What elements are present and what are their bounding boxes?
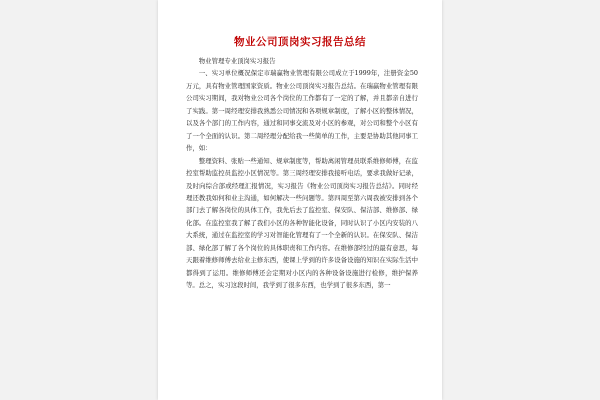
document-page [158,0,442,400]
paragraph-2: 整理资料、张贴一些通知、规章制度等，帮助离闲管理员联系维修师傅，在监控室帮助监控员监控小区情况等。第三周经理安排我接听电话，要求我做好记录，及时向综合部或经理汇报情况，实习报告《物业公司顶岗实习报告总结》。同时经理还教我如何和业主沟通，如何解决一些问题等。第四周至第六周我被安排到各个部门去了解各岗位的具体工作，我先后去了监控室、保安队、保洁部、维修部、绿化部。在监控室我了解了我们小区的各种智能化设备，同时认识了小区内安装的八大系统，通过在监控室的学习对智能化管理有了一个全新的认识。在保安队、保洁部、绿化部了解了各个岗位的具体职责和工作内容。在维修部经过的最有意思，每天跟着维修师傅去给业主修东西，使课上学到的许多设备设施的知识在实际生活中都得到了运用。维修师傅还会定期对小区内的各种设备设施进行检修，维护保养等。总之，实习这段时间，我学到了很多东西，也学到了很多东西，第一 [186,156,418,290]
document-title: 物业公司顶岗实习报告总结 [234,36,366,48]
document-body [186,55,418,292]
document-subtitle: 物业管理专业顶岗实习报告 [198,57,276,65]
paragraph-1: 一、实习单位概况保定市瑞赢物业管理有限公司成立于1999年，注册资金50万元，具有物业管理国家资质。物业公司顶岗实习报告总结。在瑞赢物业管理有限公司实习期间，我对物业公司各个岗位的工作都有了一定的了解，并且都亲自进行了实践。第一周经理安排我熟悉公司情况和各项规章制度，了解小区的整体情况，以及各个部门的工作内容，通过和同事交流及对小区的参观，对公司和整个小区有了一个全面的认识。第二周经理分配给我一些简单的工作，主要是协助其他同事工作，如： [186,69,418,153]
